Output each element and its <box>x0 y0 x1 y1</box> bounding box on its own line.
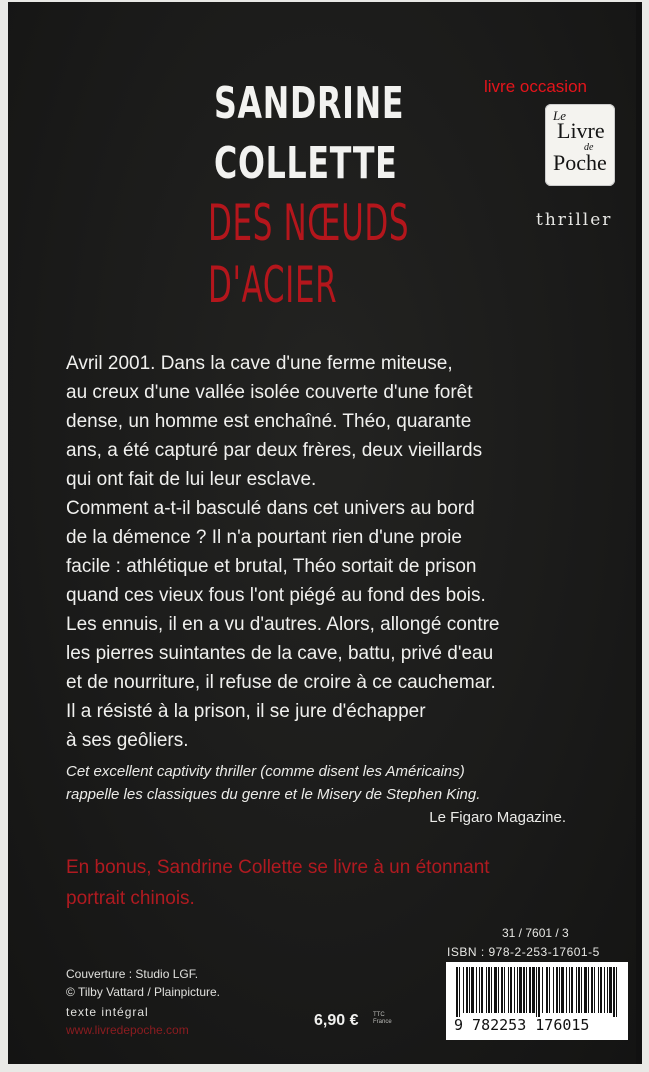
barcode-bar <box>471 967 474 1013</box>
barcode-bar <box>542 967 543 1013</box>
barcode-bar <box>519 967 522 1013</box>
barcode-bar <box>469 967 470 1013</box>
barcode-bar <box>576 967 577 1013</box>
genre-label: thriller <box>536 210 613 230</box>
barcode-bar <box>508 967 509 1013</box>
author-first-name: SANDRINE <box>214 78 405 129</box>
occasion-label: livre occasion <box>484 77 587 96</box>
synopsis-line: Il a résisté à la prison, il se jure d'échapper <box>66 701 426 722</box>
barcode-bar <box>476 967 477 1013</box>
synopsis-line: les pierres suintantes de la cave, battu, privé d'eau <box>66 643 494 664</box>
book-title-line-2: D'ACIER <box>208 256 338 314</box>
barcode-bar <box>561 967 564 1013</box>
barcode-bar <box>549 967 550 1013</box>
barcode-bar <box>604 967 605 1013</box>
price-note-ttc: TTC <box>373 1012 385 1018</box>
barcode-bar <box>578 967 580 1013</box>
synopsis-line: et de nourriture, il refuse de croire à ce cauchemar. <box>66 672 496 693</box>
website-link[interactable]: www.livredepoche.com <box>66 1023 189 1037</box>
price: 6,90 € <box>314 1012 359 1029</box>
barcode-bar <box>456 967 458 1017</box>
barcode-bar <box>546 967 548 1013</box>
barcode-bar <box>517 967 518 1013</box>
barcode-bar <box>607 967 608 1013</box>
synopsis-line: Comment a-t-il basculé dans cet univers au bord <box>66 498 475 519</box>
synopsis-line: au creux d'une vallée isolée couverte d'une forêt <box>66 382 473 403</box>
barcode-bar <box>538 967 540 1017</box>
barcode-bar <box>529 967 531 1013</box>
barcode-bar <box>600 967 602 1013</box>
barcode-bar <box>504 967 505 1013</box>
synopsis-line: Les ennuis, il en a vu d'autres. Alors, allongé contre <box>66 614 500 635</box>
logo-poche: Poche <box>553 150 607 175</box>
logo-le: Le <box>553 108 566 123</box>
synopsis-line: de la démence ? Il n'a pourtant rien d'une proie <box>66 527 462 548</box>
quote-line-2: rappelle les classiques du genre et le Misery de Stephen King. <box>66 786 481 803</box>
synopsis <box>66 349 586 755</box>
barcode-bar <box>494 967 497 1013</box>
barcode-bar <box>566 967 567 1013</box>
barcode-bar <box>598 967 599 1013</box>
synopsis-line: Avril 2001. Dans la cave d'une ferme miteuse, <box>66 353 453 374</box>
barcode-bar <box>514 967 515 1013</box>
barcode-bar <box>571 967 573 1013</box>
barcode-bar <box>523 967 525 1013</box>
catalog-number: 31 / 7601 / 3 <box>502 926 569 940</box>
barcode-bar <box>481 967 483 1013</box>
barcode-bar <box>609 967 612 1013</box>
barcode-bar <box>488 967 490 1013</box>
press-quote <box>66 760 586 829</box>
credits <box>66 965 220 1039</box>
synopsis-line: dense, un homme est enchaîné. Théo, quarante <box>66 411 472 432</box>
barcode-bar <box>501 967 503 1013</box>
barcode-bar <box>588 967 589 1013</box>
barcode-bar <box>466 967 468 1013</box>
barcode-digits: 9 782253 176015 <box>454 1016 590 1034</box>
barcode-bar <box>556 967 558 1013</box>
barcode-bar <box>584 967 587 1013</box>
barcode-bar <box>536 967 537 1017</box>
barcode-bar <box>613 967 615 1017</box>
barcode-bar <box>491 967 492 1013</box>
bonus-line-1: En bonus, Sandrine Collette se livre à un étonnant <box>66 857 490 878</box>
barcode-bar <box>616 967 617 1017</box>
barcode <box>446 962 628 1040</box>
barcode-bar <box>479 967 480 1013</box>
synopsis-line: quand ces vieux fous l'ont piégé au fond des bois. <box>66 585 486 606</box>
barcode-bar <box>532 967 535 1013</box>
quote-source: Le Figaro Magazine. <box>429 809 566 826</box>
author-last-name: COLLETTE <box>214 138 398 189</box>
barcode-bar <box>569 967 570 1013</box>
logo-livre: Livre <box>557 118 605 143</box>
logo-de: de <box>584 142 594 153</box>
barcode-bar <box>459 967 460 1017</box>
book-title-line-1: DES NŒUDS <box>208 194 410 252</box>
barcode-bar <box>559 967 560 1013</box>
synopsis-line: qui ont fait de lui leur esclave. <box>66 469 317 490</box>
barcode-bar <box>553 967 554 1013</box>
integral-text-label: texte intégral <box>66 1005 149 1019</box>
barcode-bar <box>594 967 595 1013</box>
bonus-note <box>66 852 586 914</box>
synopsis-line: facile : athlétique et brutal, Théo sortait de prison <box>66 556 477 577</box>
synopsis-line: à ses geôliers. <box>66 730 189 751</box>
barcode-bar <box>581 967 582 1013</box>
price-note-france: France <box>373 1019 392 1025</box>
barcode-bar <box>498 967 499 1013</box>
cover-credit: Couverture : Studio LGF. <box>66 967 199 981</box>
publisher-logo <box>545 104 615 186</box>
photo-credit: © Tilby Vattard / Plainpicture. <box>66 985 221 999</box>
barcode-bar <box>486 967 487 1013</box>
price-note <box>373 1012 392 1026</box>
bonus-line-2: portrait chinois. <box>66 888 195 909</box>
barcode-bar <box>463 967 464 1013</box>
quote-line-1: Cet excellent captivity thriller (comme disent les Américains) <box>66 763 465 780</box>
barcode-bars <box>452 967 622 1017</box>
barcode-bar <box>526 967 527 1013</box>
barcode-bar <box>591 967 593 1013</box>
barcode-bar <box>510 967 512 1013</box>
synopsis-line: ans, a été capturé par deux frères, deux vieillards <box>66 440 483 461</box>
isbn: ISBN : 978-2-253-17601-5 <box>447 945 600 959</box>
